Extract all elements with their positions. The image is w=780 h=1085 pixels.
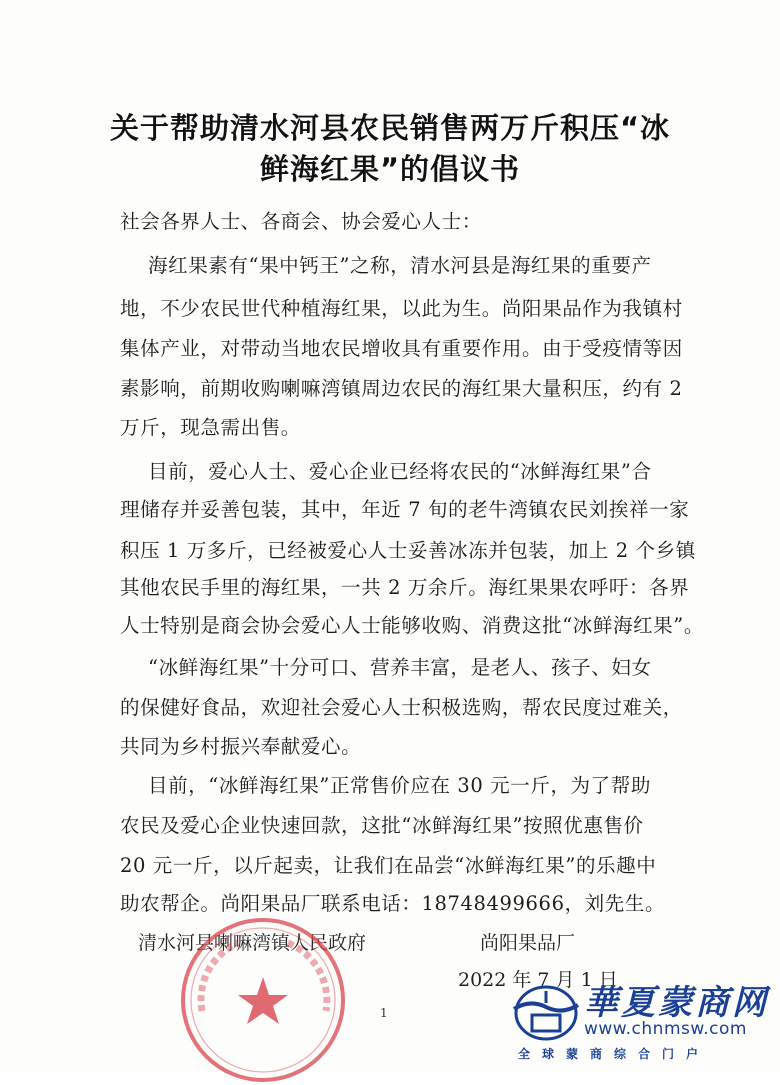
- site-slogan: 全球蒙商综合门户: [518, 1047, 711, 1061]
- site-watermark: [500, 975, 780, 1072]
- body-line: 助农帮企。尚阳果品厂联系电话：18748499666，刘先生。: [120, 892, 666, 915]
- page-number: 1: [380, 1006, 388, 1020]
- body-line: 地，不少农民世代种植海红果，以此为生。尚阳果品作为我镇村: [120, 297, 683, 320]
- body-line: 万斤，现急需出售。: [120, 416, 301, 439]
- signatory-company: 尚阳果品厂: [480, 932, 576, 954]
- body-line: 目前，爱心人士、爱心企业已经将农民的“冰鲜海红果”合: [148, 460, 652, 483]
- body-line: 共同为乡村振兴奉献爱心。: [120, 735, 362, 758]
- body-line: 人士特别是商会协会爱心人士能够收购、消费这批“冰鲜海红果”。: [120, 614, 704, 637]
- body-line: 海红果素有“果中钙王”之称，清水河县是海红果的重要产: [148, 254, 652, 277]
- body-line: 理储存并妥善包装，其中，年近 7 旬的老牛湾镇农民刘挨祥一家: [120, 498, 690, 521]
- body-line: 其他农民手里的海红果，一共 2 万余斤。海红果果农呼吁：各界: [120, 576, 690, 599]
- site-url: www.chnmsw.com: [584, 1019, 747, 1039]
- body-line: 20 元一斤，以斤起卖，让我们在品尝“冰鲜海红果”的乐趣中: [120, 854, 657, 877]
- body-line: 素影响，前期收购喇嘛湾镇周边农民的海红果大量积压，约有 2: [120, 377, 683, 400]
- document-title-line-1: 关于帮助清水河县农民销售两万斤积压“冰: [109, 111, 671, 145]
- document-date: 2022 年 7 月 1 日: [458, 969, 618, 991]
- site-logo-icon: [510, 979, 580, 1043]
- body-line: 的保健好食品，欢迎社会爱心人士积极选购，帮农民度过难关，: [120, 696, 683, 719]
- body-line: “冰鲜海红果”十分可口、营养丰富，是老人、孩子、妇女: [148, 656, 652, 679]
- salutation: 社会各界人士、各商会、协会爱心人士：: [120, 210, 482, 233]
- site-name: 華夏蒙商网: [584, 983, 769, 1023]
- body-line: 农民及爱心企业快速回款，这批“冰鲜海红果”按照优惠售价: [120, 814, 644, 837]
- body-line: 积压 1 万多斤，已经被爱心人士妥善冰冻并包装，加上 2 个乡镇: [120, 539, 696, 562]
- official-seal-icon: [178, 915, 348, 1085]
- signatory-government: 清水河县喇嘛湾镇人民政府: [138, 932, 367, 954]
- document-title-line-2: 鲜海红果”的倡议书: [259, 152, 521, 186]
- body-line: 集体产业，对带动当地农民增收具有重要作用。由于受疫情等因: [120, 337, 683, 360]
- body-line: 目前，“冰鲜海红果”正常售价应在 30 元一斤，为了帮助: [148, 774, 651, 797]
